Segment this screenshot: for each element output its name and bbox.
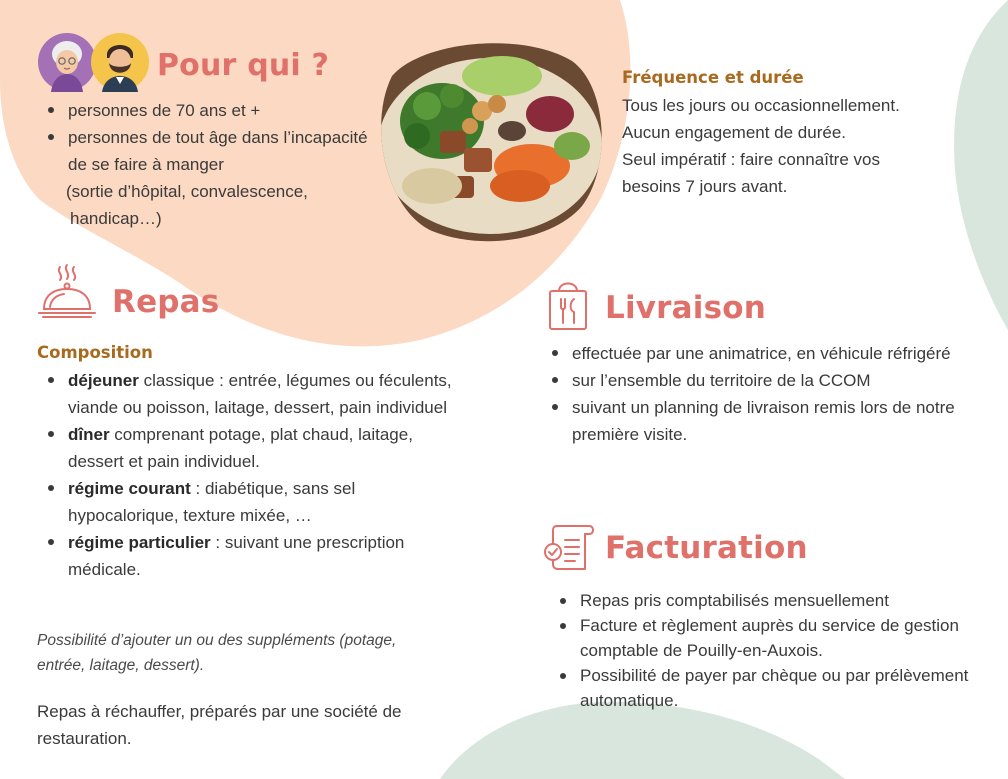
shopping-bag-cutlery-icon — [546, 277, 590, 331]
cloche-icon — [36, 263, 98, 321]
bearded-man-avatar — [90, 32, 150, 92]
item-bold: régime particulier — [68, 533, 211, 552]
list-item: personnes de 70 ans et + — [68, 97, 368, 124]
pour-qui-detail-1: (sortie d’hôpital, convalescence, — [66, 182, 308, 201]
repas-title: Repas — [112, 284, 220, 320]
livraison-list — [572, 340, 982, 448]
list-item: suivant un planning de livraison remis lors de notre première visite. — [572, 394, 982, 448]
list-item — [68, 367, 458, 421]
pour-qui-list — [68, 97, 368, 178]
frequence-text — [622, 92, 1002, 200]
list-item — [68, 529, 458, 583]
composition-subtitle: Composition — [37, 343, 153, 362]
list-item: Possibilité de payer par chèque ou par prélèvement automatique. — [580, 663, 980, 713]
list-item: sur l’ensemble du territoire de la CCOM — [572, 367, 982, 394]
list-item: personnes de tout âge dans l’incapacité de se faire à manger — [68, 124, 368, 178]
list-item: effectuée par une animatrice, en véhicule réfrigéré — [572, 340, 982, 367]
list-item — [68, 421, 458, 475]
item-text: : suivant une prescription médicale. — [68, 533, 405, 579]
frequence-subtitle: Fréquence et durée — [622, 68, 804, 87]
frequence-line: Aucun engagement de durée. — [622, 123, 847, 142]
frequence-line: Tous les jours ou occasionnellement. — [622, 96, 900, 115]
supplements-note: Possibilité d’ajouter un ou des suppléments (potage, entrée, laitage, dessert). — [37, 632, 397, 674]
pour-qui-detail-2: handicap…) — [70, 209, 162, 228]
facturation-list — [580, 588, 980, 713]
frequence-line: besoins 7 jours avant. — [622, 177, 788, 196]
frequence-line: Seul impératif : faire connaître vos — [622, 150, 880, 169]
repas-footer: Repas à réchauffer, préparés par une société de restauration. — [37, 702, 402, 748]
item-text: comprenant potage, plat chaud, laitage, dessert et pain individuel. — [68, 425, 413, 471]
item-bold: dîner — [68, 425, 110, 444]
livraison-title: Livraison — [605, 290, 767, 326]
list-item: Repas pris comptabilisés mensuellement — [580, 588, 980, 613]
list-item — [68, 475, 458, 529]
item-bold: déjeuner — [68, 371, 139, 390]
item-text: classique : entrée, légumes ou féculents, viande ou poisson, laitage, dessert, pain individuel — [68, 371, 452, 417]
repas-list — [68, 367, 458, 583]
facturation-title: Facturation — [605, 530, 808, 566]
elderly-woman-avatar — [37, 32, 97, 92]
item-bold: régime courant — [68, 479, 191, 498]
pour-qui-title: Pour qui ? — [157, 48, 330, 83]
list-item: Facture et règlement auprès du service de gestion comptable de Pouilly-en-Auxois. — [580, 613, 980, 663]
food-bowl-photo — [372, 36, 604, 248]
invoice-check-icon — [543, 522, 595, 572]
sage-blob-bottom — [440, 702, 845, 779]
item-text: : diabétique, sans sel hypocalorique, texture mixée, … — [68, 479, 356, 525]
